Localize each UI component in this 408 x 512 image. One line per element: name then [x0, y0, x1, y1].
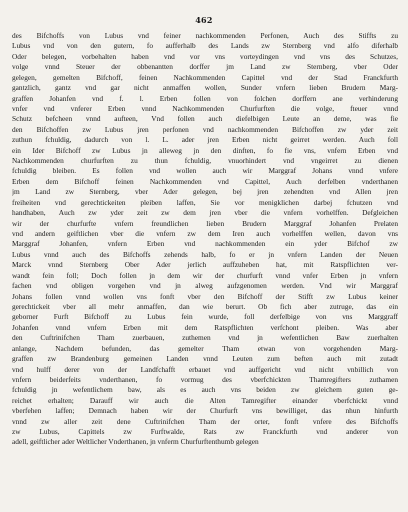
text-line: vnfer vnd vnferer Erben vnnd Nachkommenden Churfurften die volge, fteuer vnnd: [12, 103, 398, 113]
text-line: Lubus vnd von den gutern, fo aufferhalb des Lands zw Sternberg vnd alfo diferhalb: [12, 41, 398, 51]
text-line: den Cuftrinifchen Tham zuerbauen, zuthemen vnd jn wefentlichen Baw zuerhalten: [12, 333, 398, 343]
text-line: gantzlich, gantz vnd gar nicht anmaffen wollen, Sunder vnfern lieben Brudern Marg-: [12, 83, 398, 93]
body-text: [12, 31, 398, 448]
text-line: geborner Furft Bifchoff zu Lubus fein wurde, foll derfelbige von vns Marggraff: [12, 312, 398, 322]
text-line: Johans follen vnnd wollen vns fonft vber den Bifchoff der Stifft zw Lubus keiner: [12, 291, 398, 301]
text-line: zw Lubus, Capittels zw Furftwalde, Rats zw Franckfurth vnd anderer von: [12, 427, 398, 437]
text-line: vberfehen laffen; Demnach haben wir der Churfurft vns bewilliget, das nhun hinfurth: [12, 406, 398, 416]
text-line: Oder belegen, vorbehalten haben vnd vor vns vorteydingen vnd vns des Schutzes,: [12, 51, 398, 61]
text-line: handhaben, Auch zw yder zeit zw dem jren vber die vnfern vorhelffen. Defgleichen: [12, 208, 398, 218]
text-line: Erben dem Bifchoff feinen Nachkommenden vnd Capittel, Auch derfelben vnderthanen: [12, 176, 398, 186]
text-line: fachen vnd obligen vorgehen vnd jn alweg aufzgenomen werden. Vnd wir Marggraf: [12, 281, 398, 291]
text-line: vnd andern geiftlichen vber die vnfern zw dem Iren auch vorhelffen wellen, davon vns: [12, 229, 398, 239]
text-line: vnfern beiderfeits vnderthanen, fo vormug des vberfchickten Thamregifters zuthamen: [12, 374, 398, 384]
text-line: gelegen, gemelten Bifchoff, feinen Nachkommenden Capittel vnd der Stad Franckfurth: [12, 72, 398, 82]
text-line: freiheiten vnd gerechtickeiten pleiben laffen, Sie vor menigklichen darbej fchutzen vnd: [12, 197, 398, 207]
text-line: Marggraf Johanfen, vnfern Erben vnd nachkommenden ein yder Bifchof zw: [12, 239, 398, 249]
text-line: jm Land zw Sternberg, vber Ader gelegen, bej jren zehendten vnd Allen jren: [12, 187, 398, 197]
text-line: wir der churfurfte vnfern freundlichen lieben Brudern Marggraf Johanfen Prelaten: [12, 218, 398, 228]
page-number: 462: [195, 15, 213, 25]
text-line: des Bifchoffs von Lubus vnd feiner nachkommenden Perfonen, Auch des Stiffts zu: [12, 31, 398, 40]
text-line: vnd hulff derer von der Landfchafft erbauet vnd auffgericht vnd nicht vnbillich von: [12, 364, 398, 374]
text-line: anlange, Nachdem befunden, das gemelter Tham etwan von vorgehenden Marg-: [12, 343, 398, 353]
text-line: graffen Johanfen vnd f. l. Erben follen von folchen dorffern ane verhinderung: [12, 93, 398, 103]
text-line: zuthun fchuldig, dadurch von l. L. ader jren Erben nicht geirret werden. Auch foll: [12, 135, 398, 145]
text-line: Lubus vnnd auch des Bifchoffs zehends halb, fo er jn vnfern Landen der Neuen: [12, 249, 398, 259]
text-line: reichet erhalten; Darauff wir auch die Alten Tamregifter einander vberfchickt vnnd: [12, 395, 398, 405]
text-line: Marck vnnd Sternberg Ober Ader jerlich auffzuheben hat, mit Ratspflichten ver-: [12, 260, 398, 270]
text-line: graffen zw Brandenburg gemeinen Landen vnnd Leuten zum beften auch mit zutadt: [12, 354, 398, 364]
text-line: gerechtickeit vber all mehr anmaffen, dan wie berurt. Ob fich aber zutruge, das ein: [12, 301, 398, 311]
text-line: Nachkommenden churfurften zu thun fchuldig, vnuorhindert vnd vngeirret zu dienen: [12, 156, 398, 166]
text-line: Schutz befcheen vnnd aufteen, Vnd follen auch diefelbigen Leute an deme, was fie: [12, 114, 398, 124]
text-line: wandt fein foll; Doch follen jn dem wir der churfurft vnnd vnfer Erben jn vnfern: [12, 270, 398, 280]
text-line: fchuldig bleiben. Es follen vnd wollen auch wir Marggraf Johans vnnd vnfere: [12, 166, 398, 176]
text-line: vnnd zw aller zeit dene Cuftrinifchen Tham der orter, fonft vnfere des Bifchoffs: [12, 416, 398, 426]
text-line: fchuldig jn wefentlichem baw, als es auch vns beiden zw gleichem guten ge-: [12, 385, 398, 395]
text-line: den Bifchoffen zw Lubus jren perfonen vnd nachkommenden Bifchoffen zw yder zeit: [12, 124, 398, 134]
text-line: adell, geiftlicher ader Weltlicher Vnderthanen, jn vnferm Churfurftenthumb gelegen: [12, 437, 259, 447]
text-line: Johanfen vnnd vnfern Erben mit dem Ratspflichten verfchont pleiben. Was aber: [12, 322, 398, 332]
text-line: volge vnnd Steuer der obbenantten dorffer jm Land zw Sternberg, vber Oder: [12, 62, 398, 72]
text-line: ein Ider Bifchoff zw Lubus jn alleweg jn den dinften, fo fie vns, vnfern Erben vnd: [12, 145, 398, 155]
